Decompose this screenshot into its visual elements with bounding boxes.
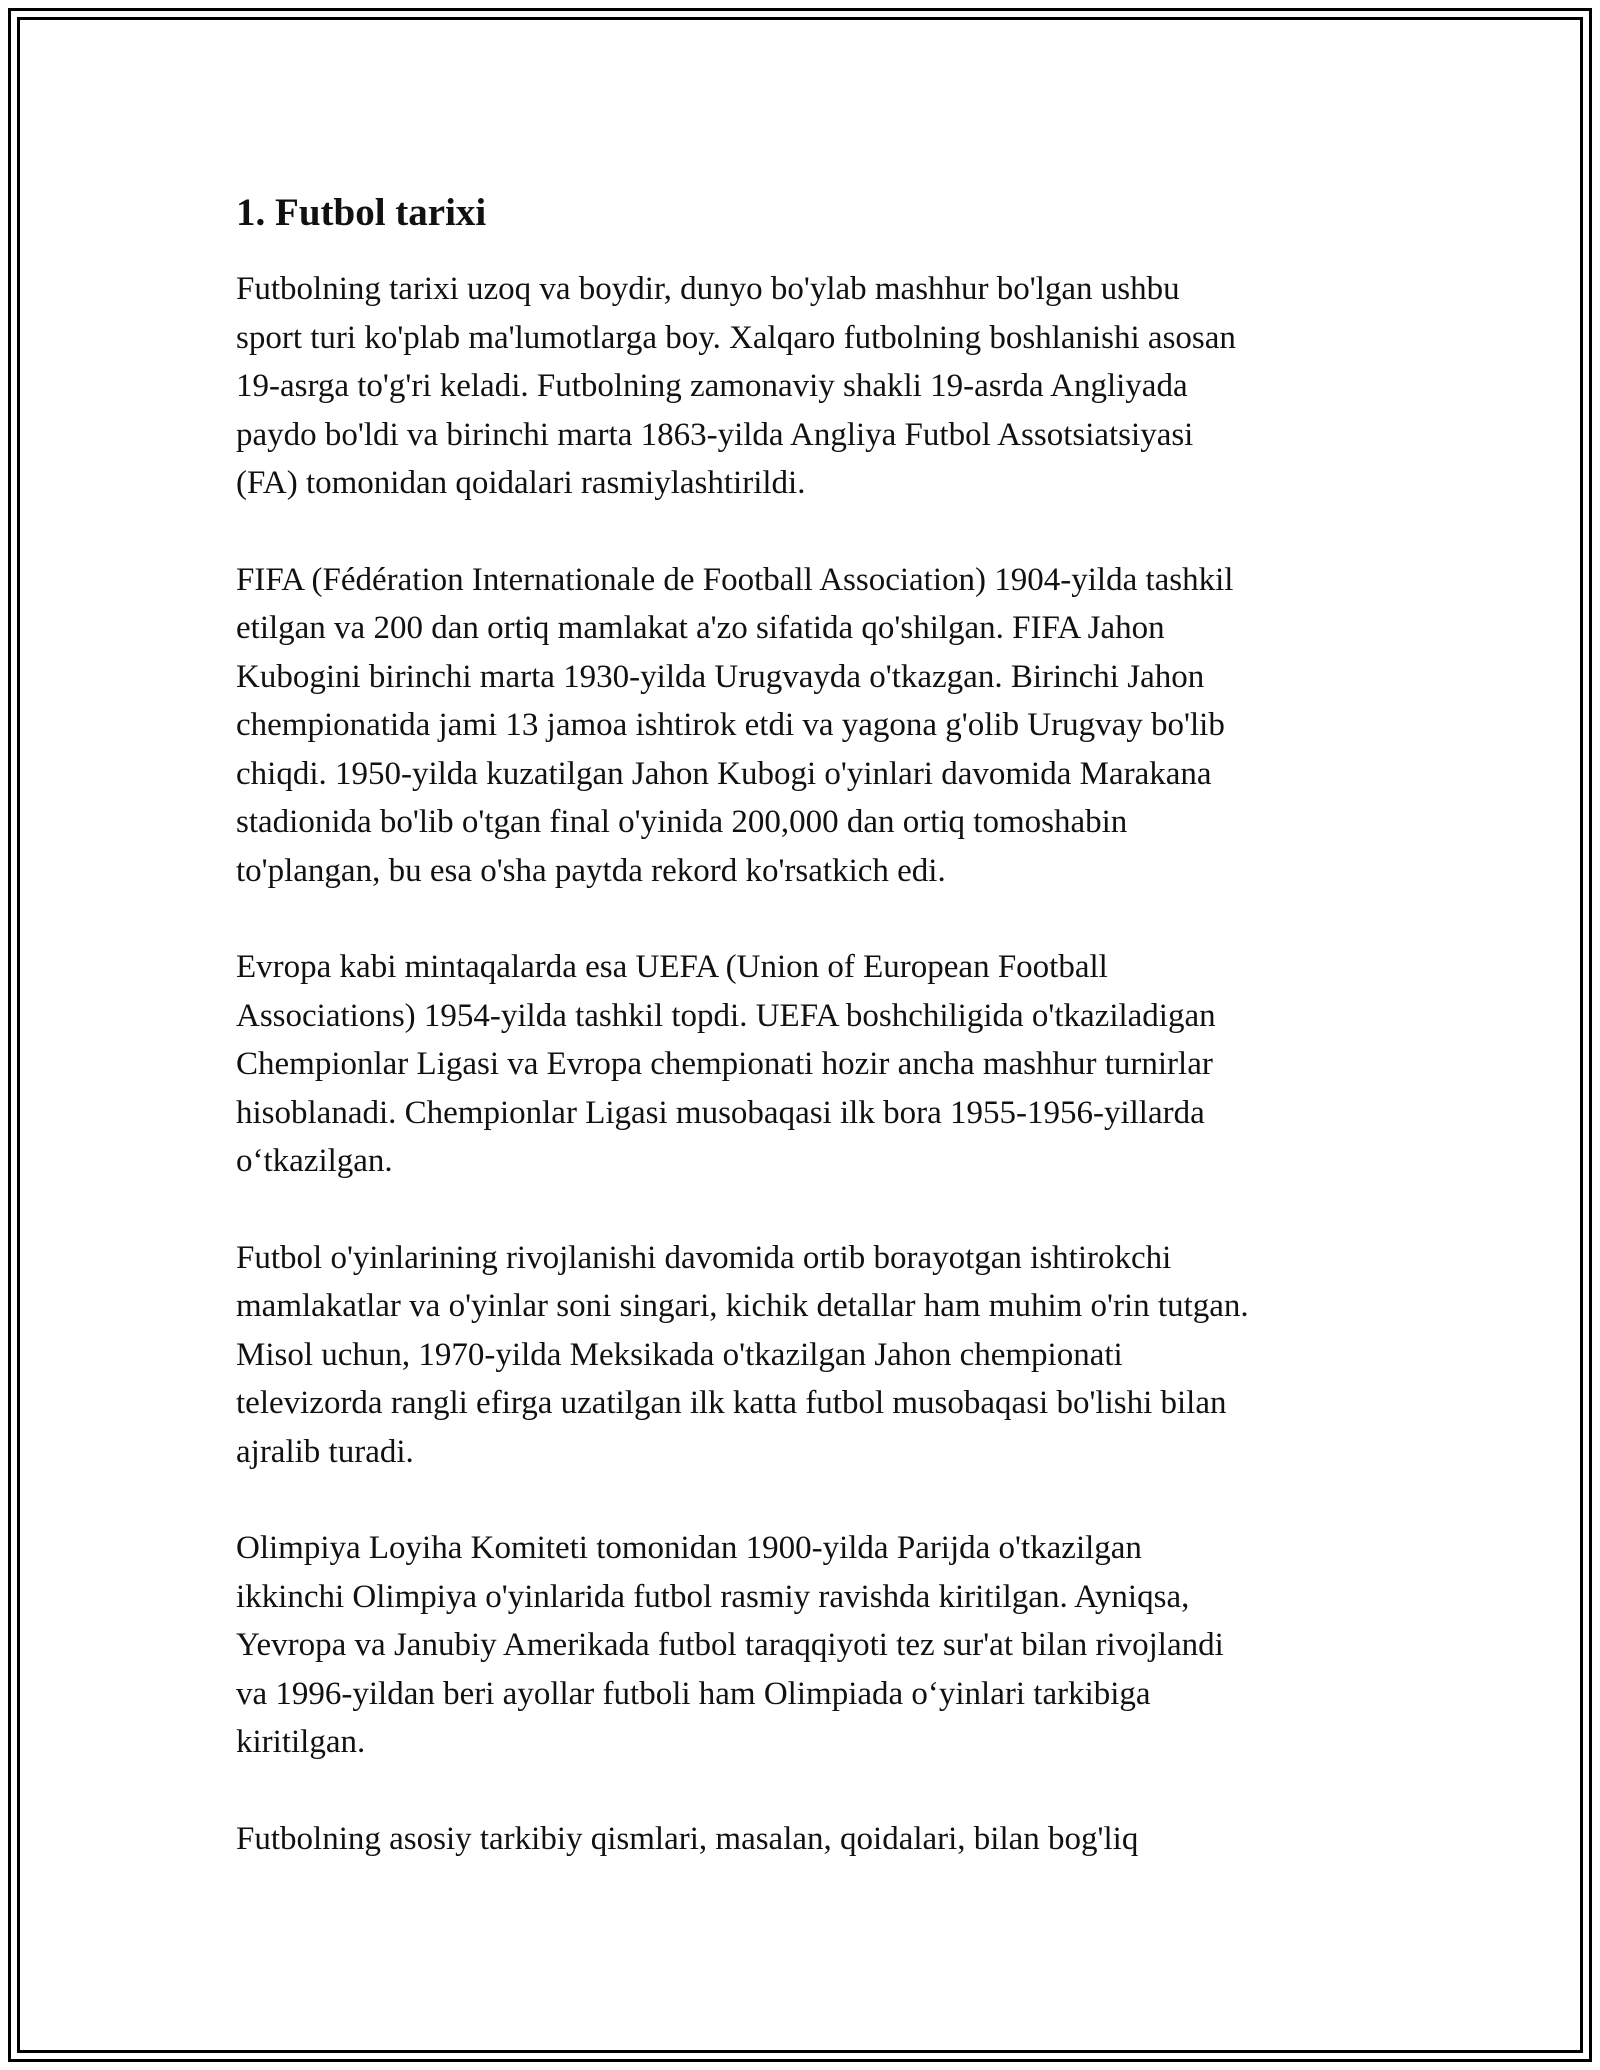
paragraph-olympics: Olimpiya Loyiha Komiteti tomonidan 1900-yilda Parijda o'tkazilgan ikkinchi Olimpiya o'yinlarida futbol rasmiy ravishda kiritilgan. Ayniqsa, Yevropa va Janubiy Amerikada futbol taraqqiyoti tez sur'at bilan rivojlandi va 1996-yildan beri ayollar futboli ham Olimpiada o‘yinlari tarkibiga kiritilgan. [236,1530,1224,1760]
paragraph-football-origins: Futbolning tarixi uzoq va boydir, dunyo bo'ylab mashhur bo'lgan ushbu sport turi ko'plab ma'lumotlarga boy. Xalqaro futbolning boshlanishi asosan 19-asrga to'g'ri keladi. Futbolning zamonaviy shakli 19-asrda Angliyada paydo bo'ldi va birinchi marta 1863-yilda Angliya Futbol Assotsiatsiyasi (FA) tomonidan qoidalari rasmiylashtirildi. [236,271,1236,501]
paragraph-development: Futbol o'yinlarining rivojlanishi davomida ortib borayotgan ishtirokchi mamlakatlar va o'yinlar soni singari, kichik detallar ham muhim o'rin tutgan. Misol uchun, 1970-yilda Meksikada o'tkazilgan Jahon chempionati televizorda rangli efirga uzatilgan ilk katta futbol musobaqasi bo'lishi bilan ajralib turadi. [236,1239,1249,1470]
section-heading: 1. Futbol tarixi [236,191,487,234]
document-body [236,185,1376,1911]
paragraph-components: Futbolning asosiy tarkibiy qismlari, masalan, qoidalari, bilan bog'liq [236,1820,1139,1857]
paragraph-fifa: FIFA (Fédération Internationale de Football Association) 1904-yilda tashkil etilgan va 200 dan ortiq mamlakat a'zo sifatida qo'shilgan. FIFA Jahon Kubogini birinchi marta 1930-yilda Urugvayda o'tkazgan. Birinchi Jahon chempionatida jami 13 jamoa ishtirok etdi va yagona g'olib Urugvay bo'lib chiqdi. 1950-yilda kuzatilgan Jahon Kubogi o'yinlari davomida Marakana stadionida bo'lib o'tgan final o'yinida 200,000 dan ortiq tomoshabin to'plangan, bu esa o'sha paytda rekord ko'rsatkich edi. [236,561,1234,889]
paragraph-uefa: Evropa kabi mintaqalarda esa UEFA (Union of European Football Associations) 1954-yilda tashkil topdi. UEFA boshchiligida o'tkaziladigan Chempionlar Ligasi va Evropa chempionati hozir ancha mashhur turnirlar hisoblanadi. Chempionlar Ligasi musobaqasi ilk bora 1955-1956-yillarda o‘tkazilgan. [236,949,1216,1179]
